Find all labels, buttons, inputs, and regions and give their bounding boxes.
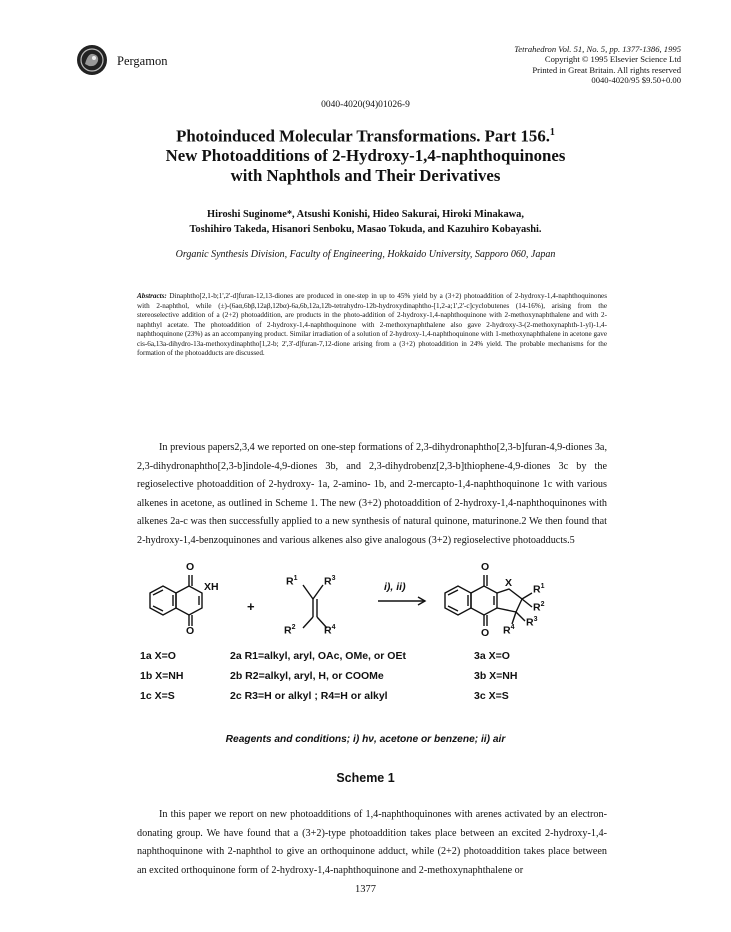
plus-sign: +: [247, 599, 255, 614]
compound-2b: 2b R2=alkyl, aryl, H, or COOMe: [230, 670, 384, 682]
page-number: 1377: [355, 884, 376, 895]
paper-title: [0, 123, 731, 185]
reactant-1-top-oxygen: O: [186, 561, 195, 573]
alkene-r1: $R^1$: [286, 575, 298, 588]
title-line-1: [0, 123, 731, 146]
publisher-logo-icon: [76, 44, 108, 76]
doi-code: 0040-4020(94)01026-9: [321, 100, 410, 110]
journal-citation-text: Tetrahedron Vol. 51, No. 5, pp. 1377-1386, 1995: [514, 44, 681, 54]
compound-2c: 2c R3=H or alkyl ; R4=H or alkyl: [230, 690, 388, 702]
product-top-oxygen: O: [481, 561, 490, 573]
product-x-atom: X: [505, 577, 513, 589]
abstract: [137, 292, 607, 359]
reactant-1-bottom-oxygen: O: [186, 625, 195, 637]
product-r1-sup: 1: [540, 583, 545, 590]
alkene-r3-sup: 3: [331, 575, 336, 582]
body-paragraph-2: In this paper we report on new photoadditions of 1,4-naphthoquinones with arenes activated by an electron-donating group. We have found that a (3+2)-type photoaddition takes place between an excited 2-hydroxy-1,4-naphthoquinone with 2-naphthol to give an orthoquinone adduct, while (2+2) photoaddition takes place between an excited orthoquinone form of 2-hydroxy-1,4-naphthoquinone and 2-methoxynaphthalene or: [137, 809, 607, 876]
title-line-3: with Naphthols and Their Derivatives: [230, 165, 501, 185]
title-line-1-text: Photoinduced Molecular Transformations. Part 156.: [176, 126, 550, 146]
body-paragraph-1: In previous papers2,3,4 we reported on one-step formations of 2,3-dihydronaphtho[2,3-b]furan-4,9-diones 3a, 2,3-dihydronaphtho[2,3-b]indole-4,9-diones 3b, and 2,3-dihydrobenz[2,3-b]thiophene-4,9-diones 3c by the regioselective photoaddition of 2-hydroxy- 1a, 2-amino- 1b, and 2-mercapto-1,4-naphthoquinone 1c with various alkenes in acetone, as outlined in Scheme 1. The new (3+2) photoaddition of 2-hydroxy-1,4-naphthoquinones with alkenes 2a-c was then successfully applied to a new synthesis of natural quinone, maturinone.2 We then found that 2-hydroxy-1,4-benzoquinones and various alkenes also give analogous (3+2) regioselective photoadducts.5: [137, 442, 607, 546]
abstract-label: Abstracts:: [137, 292, 167, 300]
alkene-r2-sup: 2: [291, 624, 296, 631]
affiliation: Organic Synthesis Division, Faculty of Engineering, Hokkaido University, Sapporo 060, Japan: [175, 249, 556, 260]
authors: [0, 208, 731, 238]
compound-3a: 3a X=O: [474, 650, 510, 662]
arrow-conditions-label: i), ii): [384, 581, 406, 593]
scheme-title: Scheme 1: [336, 771, 395, 785]
product-r1: $R^1$: [533, 583, 545, 596]
alkene-r4: $R^4$: [324, 624, 336, 637]
compound-2a: 2a R1=alkyl, aryl, OAc, OMe, or OEt: [230, 650, 406, 662]
compound-1b: 1b X=NH: [140, 670, 184, 682]
compound-3b: 3b X=NH: [474, 670, 518, 682]
product-bottom-oxygen: O: [481, 627, 490, 639]
product-r4-sup: 4: [510, 624, 515, 631]
alkene-r4-sup: 4: [331, 624, 336, 631]
scheme-1-diagram: [120, 555, 620, 725]
reaction-arrow: [378, 597, 425, 605]
journal-info: [514, 44, 681, 86]
alkene-structure: [303, 585, 327, 628]
product-r4: $R^4$: [503, 624, 515, 637]
printed-line: Printed in Great Britain. All rights reserved: [532, 64, 681, 75]
alkene-r2: $R^2$: [284, 624, 296, 637]
reagents-conditions: Reagents and conditions; i) hν, acetone or benzene; ii) air: [225, 734, 506, 745]
compound-3c: 3c X=S: [474, 690, 509, 702]
product-r3: $R^3$: [526, 616, 538, 629]
naphthoquinone-structure: [150, 575, 202, 626]
compound-1c: 1c X=S: [140, 690, 175, 702]
product-r2: $R^2$: [533, 601, 545, 614]
compound-1a: 1a X=O: [140, 650, 176, 662]
alkene-r1-sup: 1: [293, 575, 298, 582]
title-footnote-mark: 1: [549, 127, 555, 138]
title-line-2: New Photoadditions of 2-Hydroxy-1,4-naphthoquinones: [165, 146, 566, 166]
alkene-r3: $R^3$: [324, 575, 336, 588]
price-code: 0040-4020/95 $9.50+0.00: [591, 75, 681, 86]
product-r3-sup: 3: [533, 616, 538, 623]
journal-citation: [514, 44, 681, 54]
copyright-line: Copyright © 1995 Elsevier Science Ltd: [544, 54, 681, 65]
publisher-name: Pergamon: [117, 54, 168, 68]
authors-line-2: Toshihiro Takeda, Hisanori Senboku, Masao Tokuda, and Kazuhiro Kobayashi.: [189, 223, 542, 235]
reactant-1-xh-group: XH: [204, 581, 219, 593]
product-structure: [445, 575, 532, 626]
product-r2-sup: 2: [540, 601, 545, 608]
authors-line-1: Hiroshi Suginome*, Atsushi Konishi, Hideo Sakurai, Hiroki Minakawa,: [207, 209, 524, 220]
abstract-text: Dinaphtho[2,1-b;1',2'-d]furan-12,13-diones are produced in one-step in up to 45% yield by a (3+2) photoaddition of 2-hydroxy-1,4-naphthoquinones with 2-naphthol, while (±)-(6aα,6bβ,12aβ,12bα)-6a,6b,12a,12b-tetrahydro-12b-hydroxydinaphtho-[1,2-a;1',2'-c]cyclobutenes (14-16%), arising from the stereoselective addition of a (2+2) photoaddition, are products in the photo-addition of 2-hydroxy-1,4-naphthoquinone with 2-methoxynaphthalene and with 2-naphthyl acetate. The photoaddition of 2-hydroxy-1,4-naphthoquinone with 2-methoxynaphthalene also gave 2-hydroxy-3-(2-methoxynaphth-1-yl)-1,4-naphthoquinone (23%) as an accompanying product. Similar irradiation of a solution of 2-hydroxy-1,4-naphthoquinone with 1-methoxynaphthalene in acetone gave cis-6a,13a-dihydro-13a-methoxydinaphtho[1,2-b; 2',3'-d]furan-7,12-dione arising from a (3+2) photoaddition in 24% yield. The probable mechanisms for the formation of the photoadducts are discussed.: [137, 292, 607, 358]
